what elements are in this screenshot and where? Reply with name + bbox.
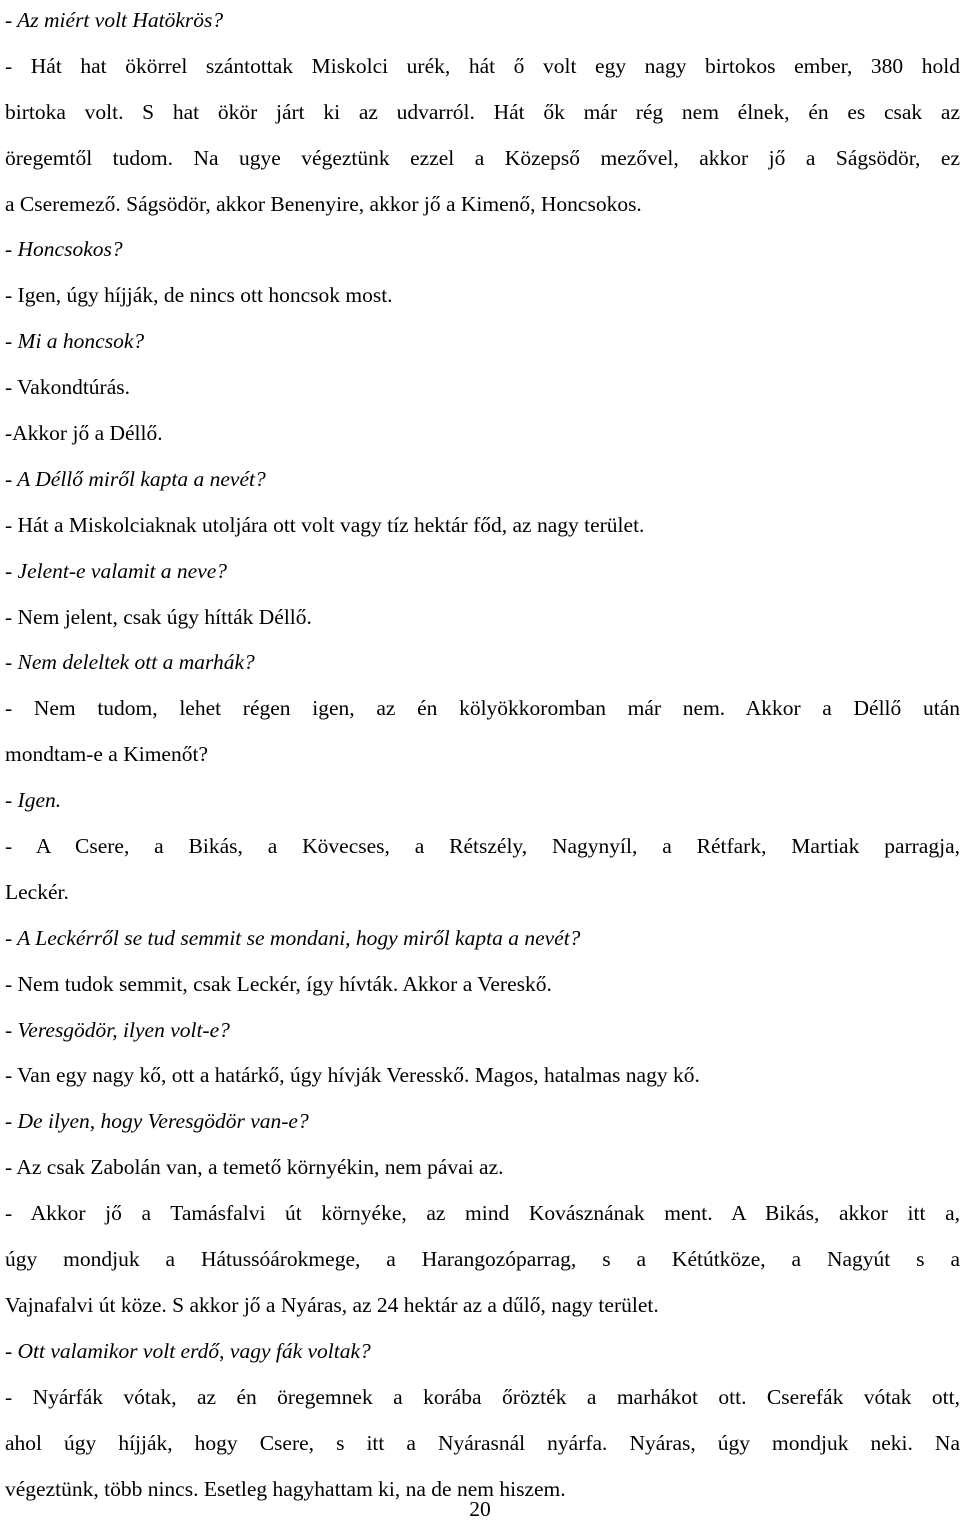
question-line: - Mi a honcsok? [5,329,145,354]
answer-line: - Az csak Zabolán van, a temető környékin, nem pávai az. [5,1155,504,1180]
question-line: - Ott valamikor volt erdő, vagy fák voltak? [5,1338,371,1363]
answer-line: a Cseremező. Ságsödör, akkor Benenyire, akkor jő a Kimenő, Honcsokos. [5,191,642,216]
answer-line: - Akkor jő a Tamásfalvi út környéke, az mind Kovásznának ment. A Bikás, akkor itt a, [5,1201,960,1226]
interview-transcript [5,0,960,1514]
answer-line: mondtam-e a Kimenőt? [5,742,208,767]
question-line: - Honcsokos? [5,237,123,262]
answer-line: végeztünk, több nincs. Esetleg hagyhattam ki, na de nem hiszem. [5,1476,566,1501]
answer-line: - Hát hat ökörrel szántottak Miskolci urék, hát ő volt egy nagy birtokos ember, 380 hold [5,53,960,78]
answer-line: úgy mondjuk a Hátussóárokmege, a Harangozóparrag, s a Kétútköze, a Nagyút s a [5,1247,960,1272]
answer-line: ahol úgy híjják, hogy Csere, s itt a Nyárasnál nyárfa. Nyáras, úgy mondjuk neki. Na [5,1430,960,1455]
question-line: - A Leckérről se tud semmit se mondani, hogy miről kapta a nevét? [5,925,581,950]
answer-line: - Nem jelent, csak úgy hítták Déllő. [5,604,312,629]
answer-line: birtoka volt. S hat ökör járt ki az udvarról. Hát ők már rég nem élnek, én es csak az [5,99,960,124]
answer-line: - Van egy nagy kő, ott a határkő, úgy hívják Veresskő. Magos, hatalmas nagy kő. [5,1063,700,1088]
answer-line: - Nyárfák vótak, az én öregemnek a korába őrözték a marhákot ott. Cserefák vótak ott, [5,1384,960,1409]
question-line: - Veresgödör, ilyen volt-e? [5,1017,230,1042]
answer-line: - Vakondtúrás. [5,375,131,400]
answer-line: -Akkor jő a Déllő. [5,421,163,446]
answer-line: - A Csere, a Bikás, a Kövecses, a Rétszély, Nagynyíl, a Rétfark, Martiak parragja, [5,834,960,859]
answer-line: - Nem tudom, lehet régen igen, az én kölyökkoromban már nem. Akkor a Déllő után [5,696,960,721]
answer-line: öregemtől tudom. Na ugye végeztünk ezzel a Közepső mezővel, akkor jő a Ságsödör, ez [5,145,960,170]
question-line: - De ilyen, hogy Veresgödör van-e? [5,1109,309,1134]
question-line: - Igen. [5,788,62,813]
document-page [5,0,960,1514]
answer-line: - Igen, úgy híjják, de nincs ott honcsok most. [5,283,393,308]
answer-line: - Hát a Miskolciaknak utoljára ott volt vagy tíz hektár főd, az nagy terület. [5,512,645,537]
page-number: 20 [469,1497,491,1521]
answer-line: Leckér. [5,879,69,904]
question-line: - Nem deleltek ott a marhák? [5,650,255,675]
question-line: - Az miért volt Hatökrös? [5,8,224,32]
answer-line: - Nem tudok semmit, csak Leckér, így hívták. Akkor a Vereskő. [5,971,552,996]
question-line: - A Déllő miről kapta a nevét? [5,466,266,491]
question-line: - Jelent-e valamit a neve? [5,558,228,583]
answer-line: Vajnafalvi út köze. S akkor jő a Nyáras, az 24 hektár az a dűlő, nagy terület. [5,1292,659,1317]
